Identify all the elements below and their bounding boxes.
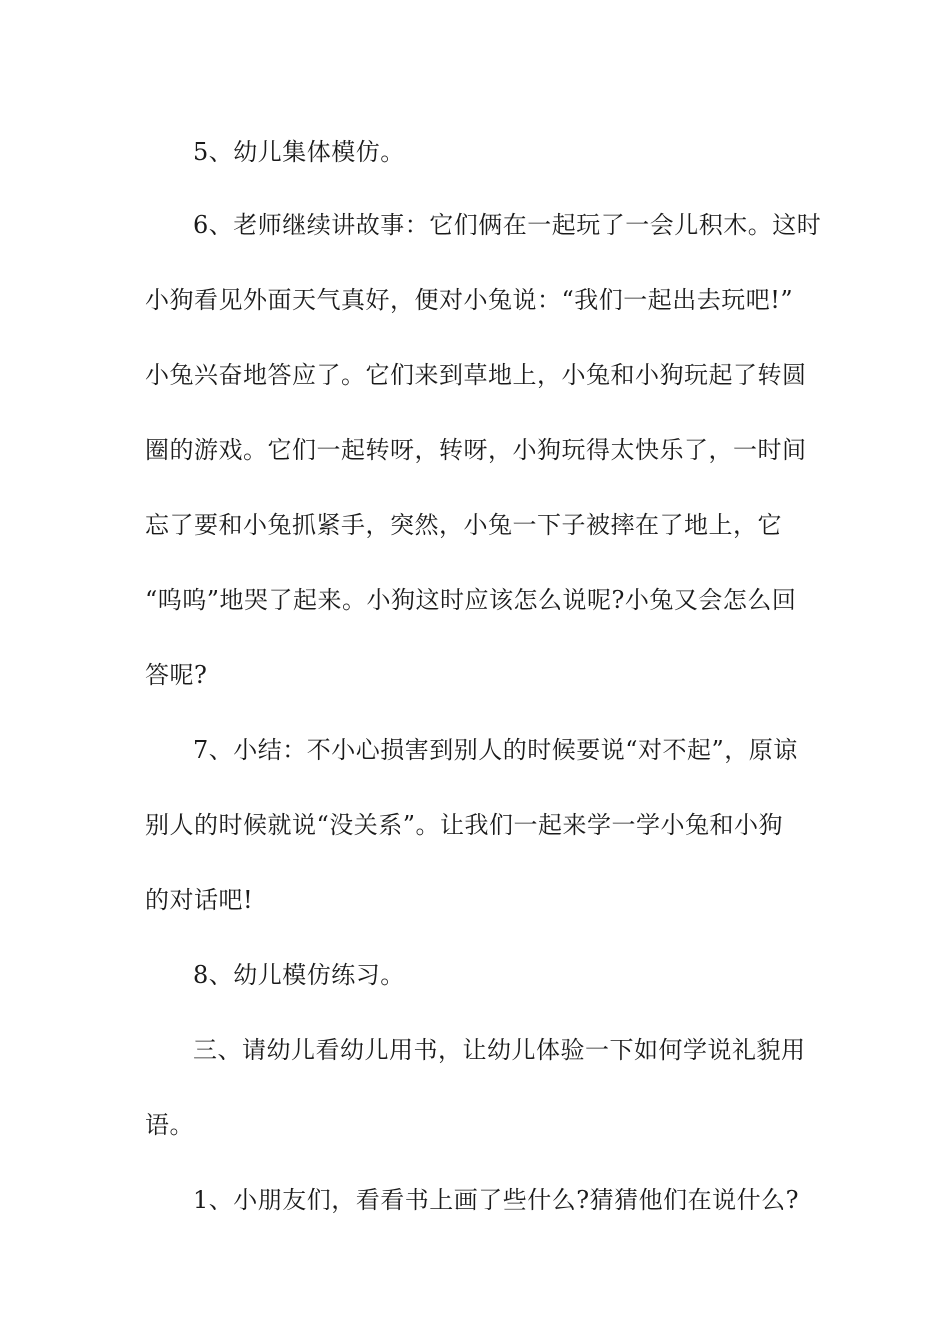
step-7-line-3: 的对话吧! [145,886,254,914]
step-8-line: 8、幼儿模仿练习。 [193,961,405,989]
step-6-line-2: 小狗看见外面天气真好，便对小兔说：“我们一起出去玩吧!” [145,286,794,314]
section-3-line-2: 语。 [145,1111,194,1139]
step-6-line-5: 忘了要和小兔抓紧手，突然，小兔一下子被摔在了地上，它 [145,511,782,539]
step-6-line-7: 答呢? [145,661,208,689]
step-6-line-1: 6、老师继续讲故事：它们俩在一起玩了一会儿积木。这时 [193,211,822,239]
step-7-line-1: 7、小结：不小心损害到别人的时候要说“对不起”，原谅 [193,736,798,764]
step-6-line-4: 圈的游戏。它们一起转呀，转呀，小狗玩得太快乐了，一时间 [145,436,807,464]
step-7-line-2: 别人的时候就说“没关系”。让我们一起来学一学小兔和小狗 [145,811,784,839]
section-3-line-1: 三、请幼儿看幼儿用书，让幼儿体验一下如何学说礼貌用 [193,1036,806,1064]
step-6-line-3: 小兔兴奋地答应了。它们来到草地上，小兔和小狗玩起了转圆 [145,361,807,389]
step-5-line: 5、幼儿集体模仿。 [193,138,405,166]
step-6-line-6: “呜呜”地哭了起来。小狗这时应该怎么说呢?小兔又会怎么回 [145,586,797,614]
section-3-step-1-line: 1、小朋友们，看看书上画了些什么?猜猜他们在说什么? [193,1186,800,1214]
